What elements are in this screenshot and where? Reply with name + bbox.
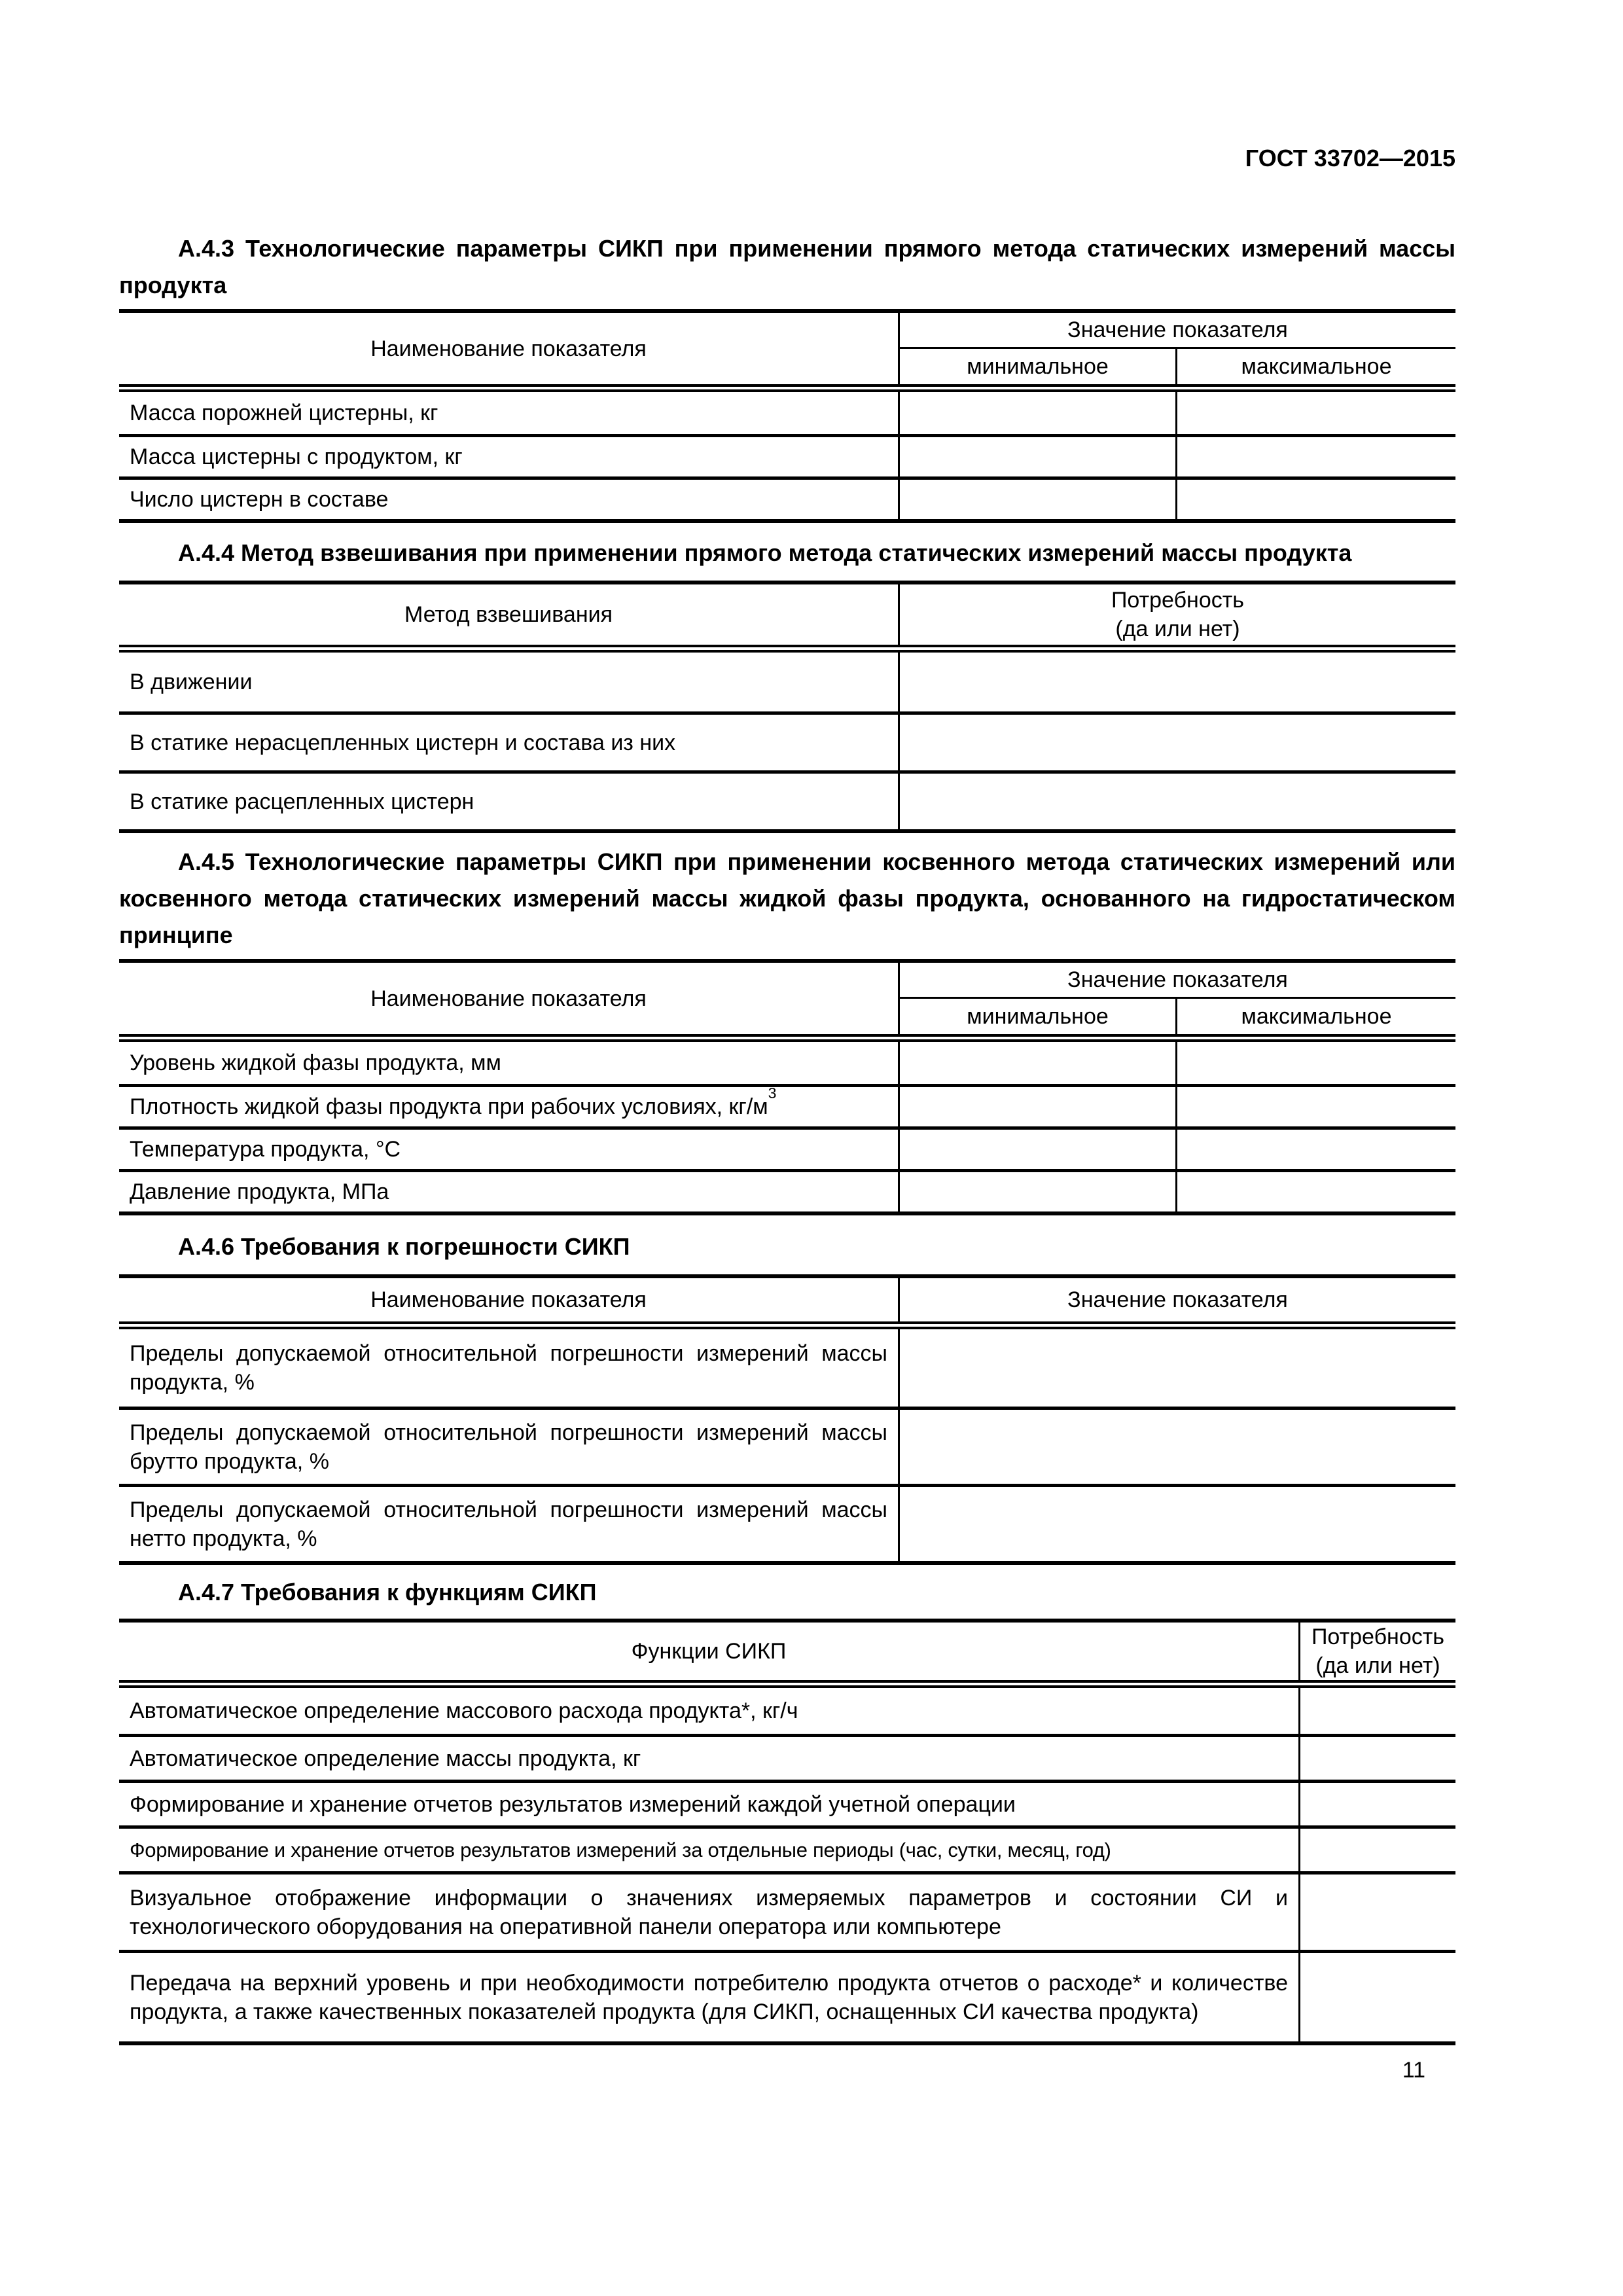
table-row: [119, 434, 1455, 476]
column-header-value: Значение показателя: [1067, 1287, 1288, 1312]
need-cell: [900, 653, 1455, 711]
value-cell-max: [1177, 392, 1455, 434]
column-header-value: Значение показателя: [900, 963, 1455, 999]
column-header-name: Наименование показателя: [119, 963, 900, 1034]
row-label-cell: Пределы допускаемой относительной погрешности измерений массы продукта, %: [119, 1329, 900, 1407]
row-label-cell: Давление продукта, МПа: [119, 1172, 900, 1211]
value-cell-max: [1177, 1042, 1455, 1084]
table-row: [119, 770, 1455, 829]
row-label-cell: Формирование и хранение отчетов результатов измерений за отдельные периоды (час, сутки, месяц, год): [119, 1829, 1300, 1871]
table-a47-header: [119, 1623, 1455, 1680]
need-cell: [900, 715, 1455, 770]
row-label-cell: Пределы допускаемой относительной погрешности измерений массы брутто продукта, %: [119, 1410, 900, 1484]
table-row: [119, 1126, 1455, 1169]
row-label-cell: Число цистерн в составе: [119, 480, 900, 519]
value-cell-max: [1177, 1087, 1455, 1126]
heading-a43: А.4.3 Технологические параметры СИКП при применении прямого метода статических измерений массы продукта: [119, 235, 1455, 298]
page-number: 11: [1402, 2058, 1425, 2083]
table-a45-header: [119, 963, 1455, 1034]
column-header-functions: Функции СИКП: [119, 1623, 1300, 1680]
table-row: [119, 1329, 1455, 1407]
row-label-cell: Автоматическое определение массы продукта, кг: [119, 1737, 1300, 1780]
table-row: [119, 1484, 1455, 1561]
need-cell: [1300, 1688, 1455, 1734]
row-label-cell: Формирование и хранение отчетов результатов измерений каждой учетной операции: [119, 1783, 1300, 1825]
value-cell-min: [900, 392, 1177, 434]
table-row: [119, 711, 1455, 770]
head-separator-double-line: [119, 645, 1455, 653]
column-header-max: максимальное: [1241, 1004, 1392, 1029]
head-separator-double-line: [119, 1034, 1455, 1042]
row-label-cell: Масса цистерны с продуктом, кг: [119, 437, 900, 476]
value-cell: [900, 1329, 1455, 1407]
table-row: [119, 1042, 1455, 1084]
table-a43-header: [119, 313, 1455, 384]
need-cell: [1300, 1737, 1455, 1780]
table-a46: [119, 1274, 1455, 1565]
table-a44-header: [119, 584, 1455, 645]
standard-reference: ГОСТ 33702—2015: [1245, 145, 1455, 171]
need-cell: [1300, 1783, 1455, 1825]
column-header-need: Потребность (да или нет): [1311, 1624, 1445, 1678]
value-cell-min: [900, 1130, 1177, 1169]
heading-a46: А.4.6 Требования к погрешности СИКП: [178, 1233, 630, 1260]
row-label-cell: Плотность жидкой фазы продукта при рабочих условиях, $кг/м^3$: [119, 1087, 900, 1126]
value-cell: [900, 1410, 1455, 1484]
table-row: [119, 1407, 1455, 1484]
heading-a45: А.4.5 Технологические параметры СИКП при применении косвенного метода статических измерений или косвенного метода статических измерений массы жидкой фазы продукта, основанного на гидростатическом принципе: [119, 848, 1455, 948]
value-cell-max: [1177, 480, 1455, 519]
table-a46-header: [119, 1278, 1455, 1321]
table-row: [119, 1084, 1455, 1126]
column-header-value: Значение показателя: [900, 313, 1455, 349]
column-header-min: минимальное: [900, 999, 1177, 1034]
head-separator-double-line: [119, 384, 1455, 392]
column-header-method: Метод взвешивания: [119, 584, 900, 645]
row-label-cell: Автоматическое определение массового расхода продукта*, кг/ч: [119, 1688, 1300, 1734]
need-cell: [1300, 1953, 1455, 2041]
page-content: [119, 0, 1455, 2083]
column-header-name: Наименование показателя: [119, 1278, 900, 1321]
table-a44: [119, 581, 1455, 833]
need-cell: [900, 774, 1455, 829]
row-label-cell: В статике расцепленных цистерн: [119, 774, 900, 829]
table-row: [119, 1825, 1455, 1871]
row-label-cell: Уровень жидкой фазы продукта, мм: [119, 1042, 900, 1084]
column-header-need: Потребность (да или нет): [1111, 588, 1245, 641]
heading-a47: А.4.7 Требования к функциям СИКП: [178, 1579, 597, 1605]
value-cell: [900, 1487, 1455, 1561]
table-row: [119, 1871, 1455, 1950]
row-label-cell: Температура продукта, °С: [119, 1130, 900, 1169]
column-header-min: минимальное: [900, 349, 1177, 384]
min-max-header-row: [900, 349, 1455, 384]
row-label-cell: Передача на верхний уровень и при необходимости потребителю продукта отчетов о расходе* и количестве продукта, а также качественных показателей продукта (для СИКП, оснащенных СИ качества продукта): [119, 1953, 1300, 2041]
value-cell-max: [1177, 1172, 1455, 1211]
column-header-max: максимальное: [1241, 354, 1392, 379]
row-label-cell: Визуальное отображение информации о значениях измеряемых параметров и состоянии СИ и технологического оборудования на оперативной панели оператора или компьютере: [119, 1874, 1300, 1950]
table-row: [119, 1734, 1455, 1780]
need-cell: [1300, 1829, 1455, 1871]
table-a47: [119, 1619, 1455, 2045]
table-a45: [119, 959, 1455, 1215]
value-cell-min: [900, 480, 1177, 519]
column-header-name: Наименование показателя: [119, 313, 900, 384]
value-cell-min: [900, 1087, 1177, 1126]
row-label-cell: Пределы допускаемой относительной погрешности измерений массы нетто продукта, %: [119, 1487, 900, 1561]
table-row: [119, 653, 1455, 711]
value-cell-min: [900, 437, 1177, 476]
value-cell-max: [1177, 437, 1455, 476]
row-label-cell: В статике нерасцепленных цистерн и состава из них: [119, 715, 900, 770]
superscript: 3: [768, 1084, 777, 1102]
min-max-header-row: [900, 999, 1455, 1034]
row-label-cell: В движении: [119, 653, 900, 711]
value-header-group: [900, 313, 1455, 384]
table-row: [119, 1169, 1455, 1211]
heading-a44: А.4.4 Метод взвешивания при применении прямого метода статических измерений массы продукта: [178, 539, 1352, 566]
row-label-cell: Масса порожней цистерны, кг: [119, 392, 900, 434]
value-cell-min: [900, 1172, 1177, 1211]
table-row: [119, 476, 1455, 519]
value-cell-max: [1177, 1130, 1455, 1169]
value-header-group: [900, 963, 1455, 1034]
table-row: [119, 1780, 1455, 1825]
need-cell: [1300, 1874, 1455, 1950]
head-separator-double-line: [119, 1321, 1455, 1329]
head-separator-double-line: [119, 1680, 1455, 1688]
table-row: [119, 1950, 1455, 2041]
value-cell-min: [900, 1042, 1177, 1084]
table-a43: [119, 309, 1455, 523]
table-row: [119, 392, 1455, 434]
table-row: [119, 1688, 1455, 1734]
